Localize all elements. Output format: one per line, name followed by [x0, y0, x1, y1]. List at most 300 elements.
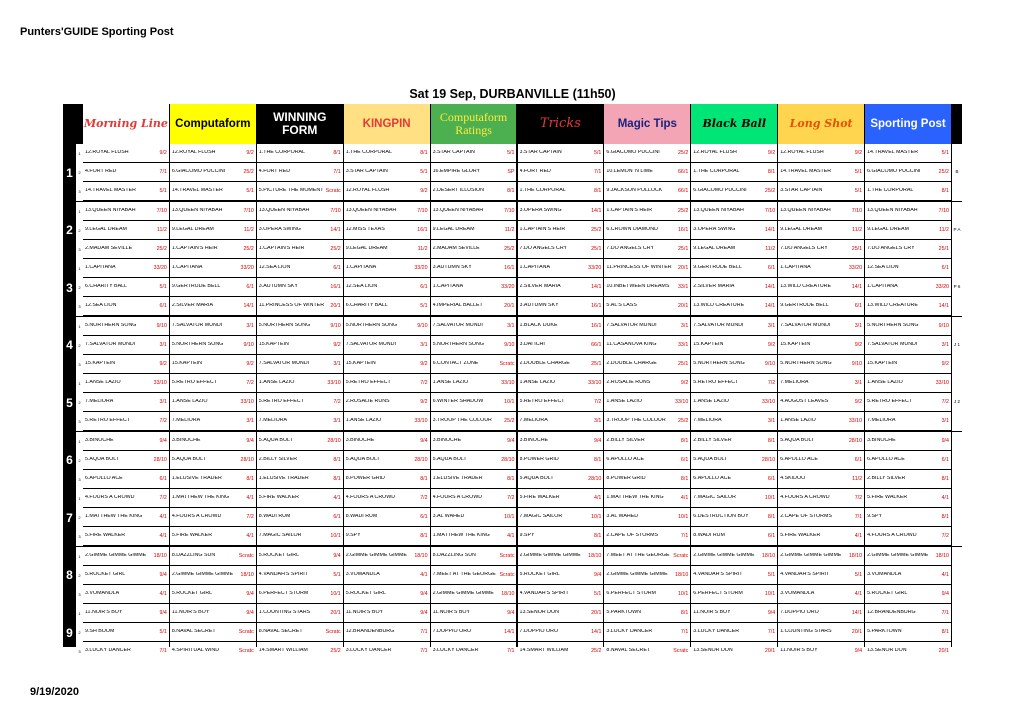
odds: 7/2	[420, 495, 428, 501]
odds: 33/20	[240, 265, 254, 271]
odds: 5/1	[159, 284, 167, 290]
tip-cell	[170, 547, 256, 565]
tip-cell	[344, 355, 430, 373]
odds: 11/2	[504, 226, 515, 233]
horse-name: 8.DAZZLING SUN	[432, 552, 476, 558]
pick-rank: 3	[76, 355, 83, 374]
odds: 10/1	[504, 514, 515, 520]
tip-cell	[344, 470, 430, 488]
odds: 4/1	[420, 571, 428, 578]
odds: 14/1	[243, 303, 254, 309]
horse-name: 13.WILD CREATURE	[780, 284, 832, 290]
odds: 8/1	[333, 475, 341, 482]
tip-cell	[257, 432, 343, 450]
odds: 3/1	[420, 341, 428, 348]
odds: 7/1	[767, 629, 776, 635]
odds: 9/2	[159, 150, 167, 156]
tip-cell	[691, 489, 777, 507]
horse-name: 5.AQUA BOLT	[693, 456, 728, 462]
tip-cell	[518, 336, 604, 354]
horse-name: 14.SMART WILLIAM	[258, 648, 308, 654]
tip-cell	[83, 317, 169, 335]
tip-cell	[518, 240, 604, 258]
tip-cell	[431, 336, 517, 354]
tip-cell	[257, 566, 343, 584]
odds: 6/1	[854, 303, 863, 309]
tip-cell	[431, 259, 517, 277]
horse-name: 2.GIMME GIMME GIMME	[693, 552, 755, 558]
horse-name: 4.SKIDOO	[780, 475, 806, 481]
horse-name: 7.MEET AT THE GEORGE	[432, 571, 496, 577]
odds: 14/1	[330, 226, 341, 233]
tip-cell	[604, 489, 690, 507]
odds: Scratc	[499, 571, 515, 578]
odds: 5/1	[854, 188, 863, 194]
odds: 25/1	[677, 245, 689, 252]
horse-name: 1.CAPTAIN'S HEIR	[606, 207, 653, 213]
tip-cell	[170, 297, 256, 315]
horse-name: 8.NAVAL SECRET	[258, 629, 303, 635]
horse-name: 5.AQUA BOLT	[171, 456, 206, 462]
horse-name: 7.MELIORA	[519, 418, 548, 424]
odds: 4/1	[594, 495, 602, 501]
odds: 14/1	[764, 303, 776, 309]
tip-cell	[83, 566, 169, 584]
odds: 7/2	[159, 495, 167, 501]
odds: 9/4	[420, 590, 428, 597]
odds: 7/2	[594, 399, 602, 405]
horse-name: 3.LUCKY DANCER	[432, 648, 479, 654]
horse-name: 12.ROYAL FLUSH	[85, 150, 129, 156]
horse-name: 6.APOLLO ACE	[780, 456, 818, 462]
horse-name: 6.GIACOMO PUCCINI	[171, 169, 226, 175]
horse-name: 5.FIRE WALKER	[519, 495, 560, 501]
tip-cell	[778, 163, 864, 181]
tip-cell	[691, 604, 777, 622]
tip-cell	[83, 393, 169, 411]
odds: 14/1	[851, 284, 863, 290]
tip-cell	[691, 317, 777, 335]
odds: 16/1	[504, 265, 515, 271]
horse-name: 10.INBETWEEN DREAMS	[606, 284, 670, 290]
odds: 7/1	[159, 169, 167, 175]
odds: 25/2	[330, 245, 341, 252]
odds: 28/10	[240, 456, 254, 463]
horse-name: 5.ROCKET GIRL	[171, 590, 213, 596]
horse-name: 5.RETRO EFFECT	[171, 380, 217, 386]
odds: 33/20	[501, 284, 515, 290]
horse-name: 4.FOURS A CROWD	[345, 495, 396, 501]
tip-cell	[778, 278, 864, 296]
pick-rank: 1	[76, 144, 83, 163]
tip-cell	[170, 240, 256, 258]
horse-name: 2.GIMME GIMME GIMME	[171, 571, 234, 577]
odds: 33/10	[588, 380, 602, 386]
horse-name: 14.TRAVEL MASTER	[780, 169, 832, 175]
odds: 14/1	[938, 303, 949, 309]
horse-name: 4.AUGUST LEAVES	[780, 399, 829, 405]
horse-name: 3.VOMANDLA	[85, 590, 120, 596]
horse-name: 7.SALVATOR MUNDI	[432, 322, 483, 328]
odds: 7/1	[420, 648, 428, 654]
odds: 7/1	[594, 169, 602, 175]
odds: 7/2	[941, 399, 949, 405]
horse-name: 12.BRANDENBURG	[345, 629, 395, 635]
horse-name: 13.QUEEN NIYABAH	[867, 207, 918, 213]
odds: 7/1	[680, 629, 689, 635]
horse-name: 1.THE CORPORAL	[693, 169, 740, 175]
tip-cell	[431, 355, 517, 373]
odds: 18/10	[761, 552, 776, 559]
tip-cell	[431, 432, 517, 450]
odds: 9/2	[420, 360, 428, 367]
tip-cell	[170, 642, 256, 660]
race-number: 2	[66, 223, 73, 237]
odds: 66/1	[677, 169, 689, 175]
odds: 9/2	[854, 150, 863, 156]
horse-name: 11.PRINCESS OF WINTER	[606, 265, 672, 271]
pick-rank: 3	[76, 240, 83, 259]
odds: 25/1	[938, 245, 949, 252]
horse-name: 1.ANSE LAZIO	[780, 418, 816, 424]
horse-name: 5.AL'S LASS	[606, 303, 637, 309]
tip-cell	[518, 202, 604, 220]
horse-name: 15.KAPTEIN	[867, 360, 898, 366]
horse-name: 2.GIMME GIMME GIMME	[780, 552, 842, 558]
odds: 10/1	[677, 514, 689, 520]
horse-name: 7.SALVATOR MUNDI	[258, 360, 310, 366]
tip-cell	[865, 202, 951, 220]
odds: 6/1	[941, 265, 949, 271]
odds: 7/2	[333, 399, 341, 405]
odds: 9/10	[938, 322, 949, 329]
odds: 3/1	[854, 322, 863, 329]
horse-name: 7.SALVATOR MUNDI	[171, 322, 223, 328]
tip-cell	[344, 508, 430, 526]
odds: 8/1	[941, 188, 949, 194]
tip-cell	[431, 144, 517, 162]
header-black-ball: Black Ball	[691, 104, 777, 144]
pick-rank: 2	[76, 221, 83, 240]
tip-cell	[518, 393, 604, 411]
odds: 4/1	[246, 533, 254, 539]
pick-rank: 2	[76, 163, 83, 182]
tip-cell	[865, 355, 951, 373]
odds: 9/10	[330, 322, 341, 329]
odds: 14/1	[764, 226, 776, 233]
tip-cell	[170, 317, 256, 335]
tip-cell	[778, 374, 864, 392]
odds: 7/1	[507, 648, 515, 654]
odds: 20/1	[330, 303, 341, 309]
pick-rank: 1	[76, 317, 83, 336]
tip-cell	[518, 508, 604, 526]
odds: 3/1	[680, 322, 689, 329]
horse-name: 9.LEGAL DREAM	[85, 226, 127, 232]
horse-name: 9.LEGAL DREAM	[171, 226, 214, 232]
horse-name: 1.ANSE LAZIO	[171, 399, 208, 405]
odds: 14/1	[591, 207, 602, 214]
odds: 6/1	[333, 265, 341, 271]
tip-cell	[83, 527, 169, 545]
odds: 7/10	[330, 207, 341, 214]
tip-cell	[83, 221, 169, 239]
tip-cell	[344, 202, 430, 220]
odds: 7/1	[420, 629, 428, 635]
tip-cell	[865, 451, 951, 469]
horse-name: 2.GIMME GIMME GIMME	[85, 552, 147, 558]
tip-cell	[257, 489, 343, 507]
race-number: 8	[66, 568, 73, 582]
tip-cell	[344, 623, 430, 641]
odds: 25/2	[677, 150, 689, 156]
odds: 9/10	[764, 360, 776, 367]
tip-cell	[518, 317, 604, 335]
tip-cell	[518, 547, 604, 565]
pick-rank: 3	[76, 642, 83, 661]
horse-name: 1.COUNTING STARS	[258, 610, 311, 616]
odds: 4/1	[854, 533, 863, 539]
horse-name: 1.THE CORPORAL	[867, 188, 914, 194]
odds: 6/1	[159, 303, 167, 309]
horse-name: 5.AQUA BOLT	[519, 475, 554, 481]
odds: 8/1	[941, 514, 949, 520]
tip-cell	[691, 297, 777, 315]
horse-name: 3.BINOCHE	[867, 437, 896, 443]
horse-name: 14.TRAVEL MASTER	[171, 188, 223, 194]
odds: 28/10	[588, 475, 602, 482]
tip-cell	[344, 527, 430, 545]
tip-cell	[518, 432, 604, 450]
tip-cell	[344, 585, 430, 603]
horse-name: 1.CAPITANA	[85, 265, 116, 271]
race-side-label: J 1	[952, 317, 962, 374]
odds: 25/2	[156, 245, 167, 252]
tip-cell	[691, 432, 777, 450]
horse-name: 1.BLACK DUKE	[519, 322, 558, 328]
tip-cell	[431, 585, 517, 603]
tip-cell	[344, 163, 430, 181]
tip-cell	[518, 566, 604, 584]
pick-rank: 1	[76, 374, 83, 393]
horse-name: 12.SEA LION	[867, 265, 899, 271]
odds: 9/4	[246, 610, 254, 616]
tip-cell	[344, 547, 430, 565]
tip-cell	[170, 527, 256, 545]
tip-cell	[257, 393, 343, 411]
odds: 33/10	[935, 380, 949, 386]
odds: 25/2	[504, 245, 515, 252]
odds: 33/10	[848, 418, 863, 424]
odds: Scratc	[325, 629, 341, 635]
horse-name: 7.DO ANGELS CRY	[867, 245, 915, 251]
horse-name: 11.NOIR'S BOY	[171, 610, 210, 616]
odds: 20/1	[851, 629, 863, 635]
tip-cell	[518, 144, 604, 162]
horse-name: 9.LEGAL DREAM	[432, 226, 475, 232]
odds: 33/20	[414, 265, 428, 271]
tip-cell	[344, 604, 430, 622]
horse-name: 1.CAPTAIN'S HEIR	[519, 226, 566, 232]
tip-cell	[518, 451, 604, 469]
pick-rank: 3	[76, 182, 83, 201]
horse-name: 4.FORT RED	[85, 169, 117, 175]
horse-name: 6.PERFECT STORM	[258, 590, 309, 596]
horse-name: 15.KAPTEIN	[171, 360, 202, 366]
odds: 6/1	[767, 475, 776, 482]
horse-name: 1.ELUSIVE TRADER	[258, 475, 309, 481]
tip-cell	[518, 259, 604, 277]
odds: Scratc	[238, 648, 254, 654]
horse-name: 8.WADI RUM	[258, 514, 291, 520]
odds: 9/10	[243, 341, 254, 348]
horse-name: 1.THE CORPORAL	[258, 150, 306, 156]
horse-name: 7.SALVATOR MUNDI	[345, 341, 396, 347]
tip-cell	[83, 278, 169, 296]
tip-cell	[778, 202, 864, 220]
odds: 33/1	[677, 341, 689, 348]
tip-cell	[83, 182, 169, 200]
horse-name: 7.SALVATOR MUNDI	[780, 322, 831, 328]
horse-name: 2.GIMME GIMME GIMME	[519, 552, 581, 558]
horse-name: 7.DOPPIO ORO	[780, 610, 819, 616]
horse-name: 6.CONTACT ZONE	[432, 360, 479, 366]
tip-cell	[778, 240, 864, 258]
tip-cell	[257, 527, 343, 545]
odds: 8/1	[420, 533, 428, 539]
horse-name: 4.VANDAH'S SPIRIT	[780, 571, 830, 577]
horse-name: 5.ROCKET GIRL	[258, 552, 300, 558]
horse-name: 16.EMPIRE GLORY	[432, 169, 481, 175]
tip-cell	[604, 336, 690, 354]
tip-cell	[778, 470, 864, 488]
tip-cell	[865, 623, 951, 641]
odds: 9/4	[941, 590, 949, 597]
tip-cell	[778, 355, 864, 373]
tip-cell	[257, 374, 343, 392]
odds: 5/1	[159, 188, 167, 194]
odds: 10/1	[330, 590, 341, 597]
tip-cell	[865, 527, 951, 545]
pick-rank: 2	[76, 508, 83, 527]
odds: 7/2	[246, 514, 254, 520]
odds: 25/2	[591, 648, 602, 654]
tip-cell	[691, 585, 777, 603]
horse-name: 3.VOMANDLA	[345, 571, 380, 577]
odds: 4/1	[680, 495, 689, 501]
horse-name: 2.DOUBLE CHARGE	[606, 360, 657, 366]
odds: 9/2	[680, 380, 689, 386]
race-number: 5	[66, 395, 73, 410]
tip-cell	[518, 163, 604, 181]
odds: 25/1	[591, 245, 602, 252]
horse-name: 3.VOMANDLA	[867, 571, 902, 577]
odds: 14/1	[591, 284, 602, 290]
horse-name: 5.NORTHERN SONG	[693, 360, 745, 366]
pick-rank: 3	[76, 527, 83, 546]
tip-cell	[865, 317, 951, 335]
race-side-label: B	[952, 144, 962, 201]
odds: 33/20	[848, 265, 863, 271]
horse-name: 3.BINOCHE	[432, 437, 462, 443]
horse-name: 5.FIRE WALKER	[171, 533, 213, 539]
horse-name: 9.LEGAL DREAM	[345, 245, 388, 251]
tip-cell	[431, 374, 517, 392]
horse-name: 4.FOURS A CROWD	[85, 495, 135, 501]
horse-name: 6.CROWN DIAMOND	[606, 226, 658, 232]
tip-cell	[170, 182, 256, 200]
tip-cell	[344, 393, 430, 411]
odds: 20/1	[591, 610, 602, 616]
tip-cell	[604, 355, 690, 373]
tip-cell	[691, 547, 777, 565]
race-side-label	[952, 547, 962, 604]
odds: 4/1	[333, 495, 341, 501]
odds: 33/10	[414, 418, 428, 424]
tip-cell	[170, 470, 256, 488]
horse-name: 4.FOURS A CROWD	[171, 514, 222, 520]
odds: 25/2	[677, 418, 689, 424]
tip-cell	[83, 297, 169, 315]
pick-rank: 2	[76, 278, 83, 297]
tip-cell	[691, 374, 777, 392]
tip-cell	[83, 489, 169, 507]
tip-cell	[604, 642, 690, 660]
horse-name: 5.AQUA BOLT	[780, 437, 815, 443]
odds: 8/1	[680, 437, 689, 444]
odds: 11/2	[765, 245, 776, 252]
race-number: 7	[66, 510, 73, 525]
horse-name: 3.AUTUMN SKY	[519, 303, 559, 309]
odds: 8/1	[333, 150, 341, 156]
tip-cell	[865, 297, 951, 315]
tip-cell	[604, 297, 690, 315]
odds: 4/1	[941, 571, 949, 578]
tip-cell	[257, 585, 343, 603]
tip-cell	[604, 470, 690, 488]
odds: 7/10	[764, 207, 776, 214]
odds: 6/1	[941, 456, 949, 463]
tip-cell	[257, 182, 343, 200]
horse-name: 13.SENOR DON	[867, 648, 907, 654]
tip-cell	[778, 336, 864, 354]
tip-cell	[344, 182, 430, 200]
tip-cell	[518, 489, 604, 507]
horse-name: 4.VANDAH'S SPIRIT	[258, 571, 308, 577]
horse-name: 3.LUCKY DANCER	[85, 648, 131, 654]
tip-cell	[257, 317, 343, 335]
horse-name: 8.DAZZLING SUN	[171, 552, 216, 558]
tip-cell	[257, 240, 343, 258]
tip-cell	[257, 604, 343, 622]
horse-name: 4.FOURS A CROWD	[780, 495, 830, 501]
race-number: 4	[66, 338, 73, 352]
odds: SP	[507, 169, 515, 175]
odds: 7/2	[507, 495, 515, 501]
horse-name: 2.SILVER MARIA	[519, 284, 561, 290]
pick-rank: 1	[76, 259, 83, 278]
tip-cell	[344, 374, 430, 392]
header-tricks: Tricks	[518, 104, 604, 144]
odds: 5/1	[854, 571, 863, 578]
odds: 8/1	[420, 150, 428, 156]
tip-cell	[257, 336, 343, 354]
odds: 8/1	[594, 456, 602, 463]
horse-name: 7.SALVATOR MUNDI	[693, 322, 744, 328]
header-computaform-ratings: Computaform Ratings	[431, 104, 517, 144]
horse-name: 1.ANSE LAZIO	[258, 380, 295, 386]
horse-name: 8.POWER GRID	[519, 456, 559, 462]
